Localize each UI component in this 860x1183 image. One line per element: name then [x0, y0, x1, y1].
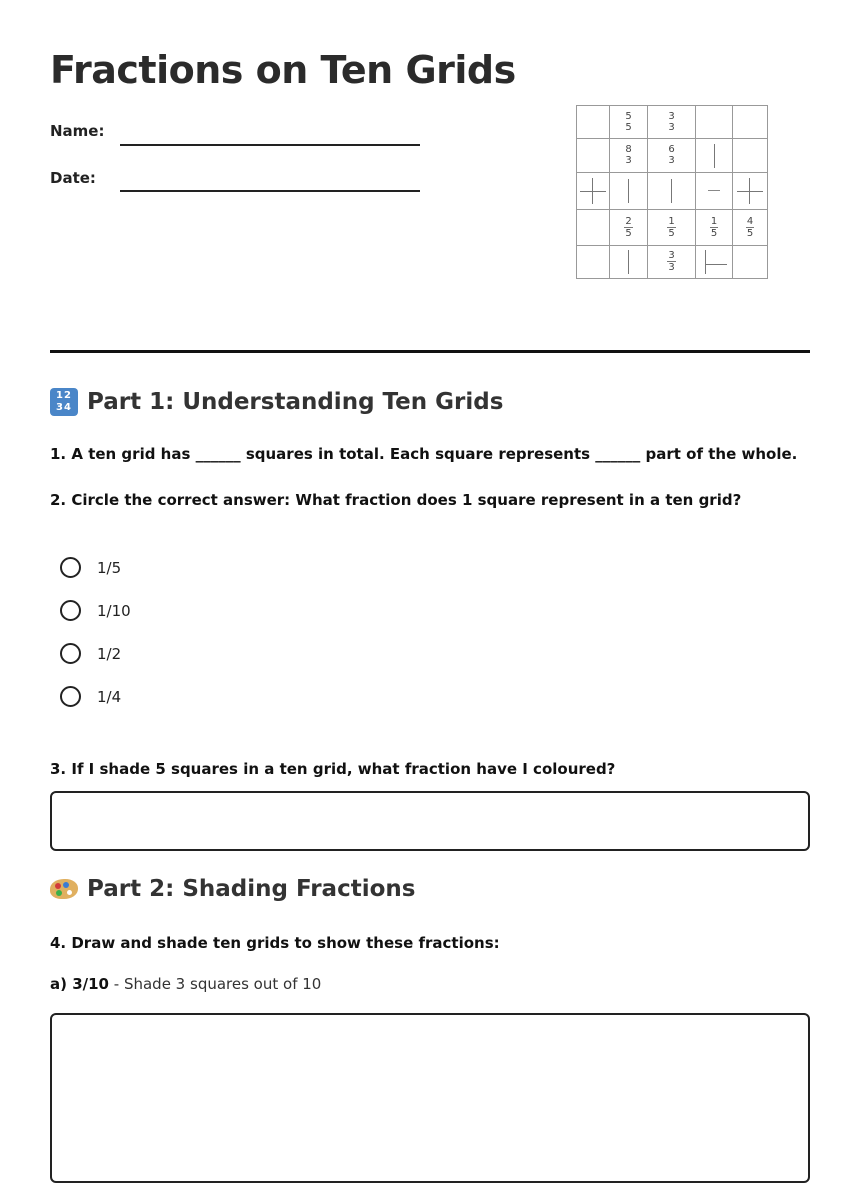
fraction-numerator: 2: [625, 215, 632, 227]
fraction-denominator: 3: [668, 121, 675, 133]
grid-cell: [577, 246, 610, 279]
question-4a: [50, 975, 321, 993]
grid-cell: [610, 210, 648, 246]
fraction-mark: [667, 250, 675, 273]
question-4a-label: a) 3/10: [50, 975, 109, 993]
date-input-line[interactable]: [120, 190, 420, 192]
fraction-denominator: 5: [625, 227, 632, 239]
name-input-line[interactable]: [120, 144, 420, 146]
fraction-denominator: 3: [668, 155, 675, 166]
option-label: 1/10: [97, 601, 131, 620]
grid-cell: [577, 210, 610, 246]
fraction-mark: [746, 216, 754, 239]
fraction-denominator: 3: [668, 262, 675, 273]
radio-circle[interactable]: [60, 557, 81, 578]
corner-mark: [701, 250, 727, 274]
name-label: Name:: [50, 122, 105, 140]
option-label: 1/5: [97, 558, 122, 577]
grid-row: [577, 139, 768, 173]
fraction-mark: [710, 216, 718, 239]
grid-cell: [733, 210, 768, 246]
grid-cell: [733, 246, 768, 279]
header-divider: [50, 350, 810, 353]
grid-cell: [610, 246, 648, 279]
fraction-denominator: 5: [625, 121, 632, 133]
part1-heading: [50, 388, 503, 416]
grid-cell: [577, 173, 610, 210]
grid-cell: [696, 210, 733, 246]
worksheet-title: Fractions on Ten Grids: [50, 48, 516, 92]
question-4: 4. Draw and shade ten grids to show these fractions:: [50, 934, 500, 952]
option-2[interactable]: [60, 600, 131, 621]
artist-palette-icon: [50, 877, 78, 901]
fraction-numerator: 3: [668, 250, 675, 261]
fraction-mark: [667, 216, 675, 239]
plus-mark: [737, 178, 763, 204]
fraction-mark: [625, 144, 631, 166]
fraction-numerator: 8: [625, 144, 632, 155]
grid-cell: [648, 210, 696, 246]
grid-cell: [610, 173, 648, 210]
option-label: 1/2: [97, 644, 122, 663]
fraction-mark: [624, 216, 632, 239]
fraction-denominator: 5: [668, 227, 675, 239]
question-3: 3. If I shade 5 squares in a ten grid, what fraction have I coloured?: [50, 760, 616, 778]
question-4a-text: - Shade 3 squares out of 10: [109, 975, 322, 993]
fraction-numerator: 6: [668, 144, 675, 155]
grid-cell: [577, 106, 610, 139]
grid-cell: [733, 139, 768, 173]
grid-cell: [648, 173, 696, 210]
input-numbers-icon: 12 34: [50, 388, 78, 416]
grid-row: [577, 106, 768, 139]
fraction-mark: [625, 111, 631, 133]
hline-mark: [708, 190, 720, 191]
option-label: 1/4: [97, 687, 122, 706]
grid-cell: [696, 106, 733, 139]
vline-mark: [628, 179, 629, 203]
reference-fraction-grid: [576, 105, 768, 279]
grid-cell: [696, 139, 733, 173]
grid-row: [577, 246, 768, 279]
fraction-mark: [668, 144, 674, 166]
answer-box-q3[interactable]: [50, 791, 810, 851]
grid-cell: [648, 139, 696, 173]
fraction-numerator: 3: [668, 110, 675, 122]
fraction-numerator: 5: [625, 110, 632, 122]
fraction-numerator: 4: [746, 215, 754, 227]
plus-mark: [580, 178, 606, 204]
grid-cell: [733, 106, 768, 139]
vline-mark: [628, 250, 629, 274]
grid-cell: [610, 106, 648, 139]
vline-mark: [671, 179, 672, 203]
part2-heading: [50, 876, 415, 902]
grid-cell: [577, 139, 610, 173]
grid-cell: [696, 173, 733, 210]
grid-row: [577, 210, 768, 246]
fraction-denominator: 5: [746, 227, 754, 239]
question-2: 2. Circle the correct answer: What fraction does 1 square represent in a ten grid?: [50, 491, 742, 509]
option-3[interactable]: [60, 643, 121, 664]
option-4[interactable]: [60, 686, 121, 707]
fraction-denominator: 3: [625, 155, 632, 166]
question-1: 1. A ten grid has ______ squares in total. Each square represents ______ part of the whole.: [50, 445, 798, 463]
part1-title: Part 1: Understanding Ten Grids: [87, 389, 504, 415]
radio-circle[interactable]: [60, 643, 81, 664]
part2-title: Part 2: Shading Fractions: [87, 876, 416, 902]
vline-mark: [714, 144, 715, 168]
grid-cell: [610, 139, 648, 173]
grid-row: [577, 173, 768, 210]
answer-box-q4a[interactable]: [50, 1013, 810, 1183]
fraction-numerator: 1: [710, 215, 718, 227]
fraction-numerator: 1: [668, 215, 675, 227]
grid-cell: [648, 246, 696, 279]
fraction-mark: [668, 111, 674, 133]
option-1[interactable]: [60, 557, 121, 578]
fraction-denominator: 5: [710, 227, 718, 239]
radio-circle[interactable]: [60, 600, 81, 621]
grid-cell: [648, 106, 696, 139]
date-label: Date:: [50, 169, 96, 187]
radio-circle[interactable]: [60, 686, 81, 707]
grid-cell: [696, 246, 733, 279]
grid-cell: [733, 173, 768, 210]
